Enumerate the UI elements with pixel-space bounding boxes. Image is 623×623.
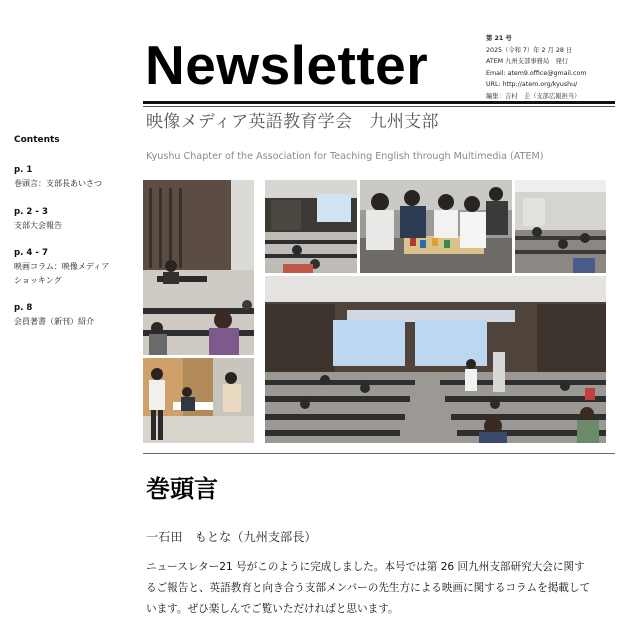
toc-label: 支部大会報告	[14, 220, 62, 230]
conference-hall-photo-icon	[265, 276, 606, 443]
article-author: 一石田 もとな（九州支部長）	[146, 530, 317, 544]
toc-item[interactable]	[14, 205, 139, 233]
screen-room-photo	[265, 180, 357, 273]
contents-sidebar	[14, 135, 139, 343]
article-line: ニュースレター21 号がこのように完成しました。本号では第 26 回九州支部研究大会に関す	[146, 561, 585, 573]
toc-page-number: p. 4 - 7	[14, 248, 48, 258]
presenter-photo	[143, 180, 254, 355]
toc-item[interactable]	[14, 246, 139, 287]
workshop-photo	[360, 180, 512, 273]
toc-label: 会員著書（新刊）紹介	[14, 317, 94, 326]
issue-url[interactable]: URL: http://atem.org/kyushu/	[486, 81, 578, 89]
contents-heading: Contents	[14, 135, 60, 145]
issue-date: 2025（令和 7）年 2 月 28 日	[486, 46, 573, 54]
toc-label: 映画コラム：映像メディア	[14, 262, 110, 271]
toc-item[interactable]	[14, 301, 139, 329]
article-body	[146, 557, 616, 620]
toc-page-number: p. 1	[14, 165, 33, 175]
newsletter-title: Newsletter	[145, 34, 429, 96]
classroom-photo-icon	[265, 180, 357, 273]
toc-label: ショッキング	[14, 275, 62, 285]
english-association-title: Kyushu Chapter of the Association for Teaching English through Multimedia (ATEM)	[146, 151, 544, 162]
issue-editor: 編集：吉村 圭（支部広報担当）	[486, 92, 581, 100]
article-heading: 巻頭言	[146, 475, 218, 503]
article-line: います。ぜひ楽しんでご覧いただければと思います。	[146, 603, 399, 615]
lecture-hall-photo-icon	[143, 180, 254, 355]
toc-item[interactable]	[14, 163, 139, 191]
issue-info	[486, 33, 620, 103]
group-activity-photo-icon	[360, 180, 512, 273]
toc-label: 巻頭言：支部長あいさつ	[14, 179, 102, 188]
issue-publisher: ATEM 九州支部事務局 発行	[486, 58, 569, 66]
side-room-photo	[515, 180, 606, 273]
toc-page-number: p. 2 - 3	[14, 206, 48, 217]
audience-photo	[143, 358, 254, 443]
audience-photo-icon	[143, 358, 254, 443]
article-line: るご報告と、英語教育と向き合う支部メンバーの先生方による映画に関するコラムを掲載して	[146, 582, 591, 594]
classroom-photo-icon	[515, 180, 606, 273]
masthead-rule-thin	[143, 106, 615, 107]
japanese-association-title: 映像メディア英語教育学会 九州支部	[146, 112, 439, 132]
toc-page-number: p. 8	[14, 303, 33, 313]
issue-number: 第 21 号	[486, 35, 512, 42]
main-hall-photo	[265, 276, 606, 443]
section-divider	[143, 453, 615, 454]
issue-email[interactable]: Email: atem9.office@gmail.com	[486, 69, 587, 77]
masthead-rule	[143, 101, 615, 104]
